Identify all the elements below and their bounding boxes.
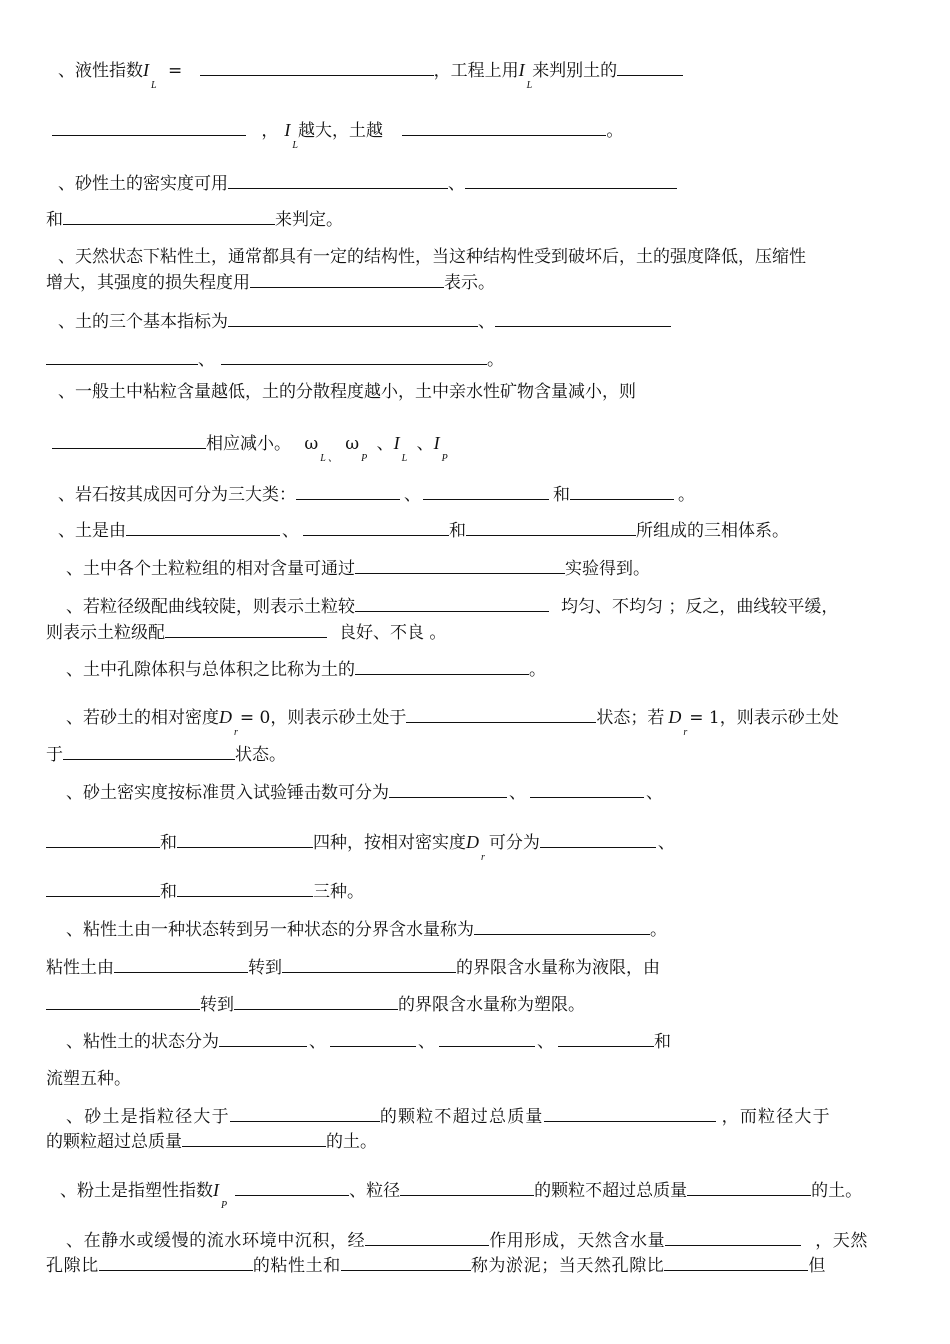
blank[interactable] (664, 1253, 808, 1271)
q15-line2 (46, 1129, 377, 1153)
q2-text: 、砂性土的密实度可用 (58, 174, 228, 194)
blank[interactable] (400, 1178, 534, 1196)
q17-text-e: 的粘性土和 (252, 1256, 341, 1276)
q11-line2 (46, 742, 286, 766)
q10-text: 、土中孔隙体积与总体积之比称为土的 (66, 660, 355, 680)
q1-prefix: 、液性指数 (58, 61, 143, 81)
q12-he: 和 (160, 882, 177, 902)
omega-symbol: ω (345, 434, 360, 454)
q4-dun: 、 (478, 312, 495, 332)
symbol-dr: D (668, 707, 682, 727)
blank[interactable] (389, 780, 507, 798)
q7-end: 所组成的三相体系。 (636, 521, 789, 541)
blank[interactable] (570, 482, 674, 500)
blank[interactable] (406, 705, 596, 723)
q17-text-b: 作用形成，天然含水量 (489, 1231, 666, 1251)
q9-line2 (46, 620, 446, 644)
blank[interactable] (355, 657, 529, 675)
subscript-l: L (401, 453, 408, 464)
symbol-ip: I (213, 1180, 219, 1200)
blank[interactable] (46, 992, 200, 1010)
q12-end: 三种。 (313, 882, 364, 902)
q15-text-b: 的颗粒不超过总质量 (379, 1107, 544, 1127)
q17-line1 (66, 1228, 868, 1252)
q11-text-e: 于 (46, 745, 63, 765)
q12-he: 和 (160, 833, 177, 853)
q13-text: 、粘性土由一种状态转到另一种状态的分界含水量称为 (66, 920, 474, 940)
q17-text: 、在静水或缓慢的流水环境中沉积，经 (66, 1231, 366, 1251)
q11-eq0: = 0 (239, 708, 271, 728)
blank[interactable] (530, 780, 644, 798)
q14-text: 、粘性土的状态分为 (66, 1032, 219, 1052)
q9-text: 、若粒径级配曲线较陡，则表示土粒较 (66, 597, 355, 617)
q5-dun: 、 (416, 434, 434, 454)
blank[interactable] (219, 1029, 307, 1047)
q17-line2 (46, 1253, 826, 1277)
q17-text-f: 称为淤泥；当天然孔隙比 (470, 1256, 665, 1276)
blank[interactable] (235, 1178, 349, 1196)
blank[interactable] (230, 1104, 380, 1122)
q12-text-b: 四种，按相对密实度 (313, 833, 466, 853)
q16-text-b: 、粒径 (349, 1181, 401, 1201)
q11-text-c: 状态；若 (596, 708, 665, 728)
q11-text-d: ，则表示砂土处 (719, 708, 839, 728)
q5-dun: 、 (376, 434, 394, 454)
blank[interactable] (165, 620, 327, 638)
blank[interactable] (52, 118, 246, 136)
symbol-dr: D (466, 832, 479, 852)
symbol-il: I (143, 60, 149, 80)
q16-text-c: 的颗粒不超过总质量 (534, 1181, 688, 1201)
q13-line2 (46, 955, 660, 979)
q4-line2 (46, 347, 504, 371)
q9-options: 均匀、不均匀 ；反之，曲线较平缓， (561, 597, 839, 617)
blank[interactable] (365, 1228, 489, 1246)
blank[interactable] (466, 518, 636, 536)
blank[interactable] (250, 270, 444, 288)
blank[interactable] (474, 917, 650, 935)
q7-he: 和 (449, 521, 466, 541)
q15-text: 、砂土是指粒径大于 (66, 1107, 230, 1127)
q13-line1 (66, 917, 667, 941)
q2-line1 (58, 171, 677, 195)
q1-end: 。 (606, 121, 624, 141)
q14-dun: 、 (309, 1032, 326, 1052)
q14-dun: 、 (537, 1032, 554, 1052)
q11-eq1: = 1 (689, 708, 720, 728)
symbol-il: I (393, 433, 400, 453)
q2-line2 (46, 207, 343, 231)
blank[interactable] (182, 1129, 326, 1147)
blank[interactable] (282, 955, 456, 973)
q12-text-c: 可分为 (488, 833, 540, 853)
blank[interactable] (177, 830, 313, 848)
blank[interactable] (355, 594, 549, 612)
q12-dun: 、 (509, 783, 526, 803)
subscript-l: L (292, 140, 298, 151)
blank[interactable] (99, 1253, 253, 1271)
q14-line1 (66, 1029, 671, 1053)
blank[interactable] (665, 1228, 801, 1246)
q4-end: 。 (487, 350, 504, 370)
q10-line (66, 657, 546, 681)
subscript-l: L (526, 80, 533, 91)
blank[interactable] (46, 830, 160, 848)
blank[interactable] (228, 309, 478, 327)
q9-options2: 良好、不良 。 (339, 623, 447, 643)
q13-to: 转到 (200, 995, 234, 1015)
q15-text-c: ，而粒径大于 (721, 1107, 831, 1127)
q7-dun: 、 (282, 521, 299, 541)
q4-dun: 、 (198, 350, 215, 370)
blank[interactable] (303, 518, 449, 536)
blank[interactable] (465, 171, 677, 189)
blank[interactable] (52, 431, 206, 449)
q2-dun: 、 (448, 174, 465, 194)
q15-line1 (66, 1104, 831, 1128)
subscript-r: r (683, 727, 688, 738)
blank[interactable] (63, 207, 275, 225)
q1-equals: = (167, 61, 183, 81)
q4-line1 (58, 309, 671, 333)
symbol-il: I (284, 120, 291, 140)
blank[interactable] (46, 879, 160, 897)
blank[interactable] (341, 1253, 471, 1271)
q14-dun: 、 (418, 1032, 435, 1052)
q7-line (58, 518, 789, 542)
q12-dun: 、 (657, 833, 675, 853)
q8-text: 、土中各个土粒粒组的相对含量可通过 (66, 559, 355, 579)
blank[interactable] (221, 347, 487, 365)
q15-end: 的土。 (326, 1132, 377, 1152)
q9-text2: 则表示土粒级配 (46, 623, 165, 643)
subscript-r: r (481, 852, 485, 863)
q5-line2 (52, 431, 448, 464)
q13-end: 。 (650, 920, 667, 940)
subscript-l: L (320, 453, 326, 464)
q9-line1 (66, 594, 838, 618)
blank[interactable] (402, 118, 606, 136)
blank[interactable] (330, 1029, 416, 1047)
blank[interactable] (558, 1029, 654, 1047)
q12-text: 、砂土密实度按标准贯入试验锤击数可分为 (66, 783, 389, 803)
subscript-p: P (361, 453, 368, 464)
q17-text-c: ，天然 (815, 1231, 869, 1251)
subscript-l: L (151, 80, 157, 91)
blank[interactable] (228, 171, 448, 189)
blank[interactable] (540, 830, 656, 848)
q6-text: 、岩石按其成因可分为三大类： (58, 485, 296, 505)
q12-line3 (46, 879, 364, 903)
q3-text: 、天然状态下粘性土，通常都具有一定的结构性，当这种结构性受到破坏后，土的强度降低，压缩性 (58, 247, 806, 267)
blank[interactable] (234, 992, 398, 1010)
q6-dun: 、 (404, 485, 421, 505)
subscript-p: P (221, 1200, 228, 1211)
q13-to: 转到 (248, 958, 282, 978)
q1-mid: ，工程上用 (433, 61, 519, 81)
blank[interactable] (687, 1178, 811, 1196)
q12-line1 (66, 780, 663, 804)
q3-end: 表示。 (444, 273, 495, 293)
q1-more: 越大，土越 (297, 121, 383, 141)
omega-symbol: ω (304, 434, 319, 454)
symbol-il: I (518, 60, 525, 80)
blank[interactable] (177, 879, 313, 897)
q6-he: 和 (553, 485, 570, 505)
q3-line2 (46, 270, 495, 294)
q15-text-d: 的颗粒超过总质量 (46, 1132, 182, 1152)
q12-dun: 、 (646, 783, 663, 803)
q17-text-d: 孔隙比 (46, 1256, 99, 1276)
q11-text: 、若砂土的相对密度 (66, 708, 219, 728)
q6-end: 。 (678, 485, 695, 505)
q16-end: 的土。 (811, 1181, 863, 1201)
q11-text-f: 状态。 (235, 745, 286, 765)
blank[interactable] (495, 309, 671, 327)
q7-text: 、土是由 (58, 521, 126, 541)
q11-line1 (66, 705, 839, 738)
blank[interactable] (200, 58, 434, 76)
blank[interactable] (423, 482, 549, 500)
blank[interactable] (114, 955, 248, 973)
symbol-ip: I (433, 433, 440, 453)
subscript-p: P (441, 453, 448, 464)
q13-text-c: 的界限含水量称为液限，由 (456, 958, 660, 978)
q6-line (58, 482, 695, 506)
blank[interactable] (544, 1104, 716, 1122)
blank[interactable] (126, 518, 280, 536)
q5-text: 、一般土中粘粒含量越低，土的分散程度越小，土中亲水性矿物含量减小，则 (58, 382, 636, 402)
blank[interactable] (46, 347, 198, 365)
q11-text-b: ，则表示砂土处于 (270, 708, 407, 728)
subscript-dot: 、 (327, 453, 338, 464)
q14-line2 (46, 1068, 131, 1090)
q5-line1 (58, 381, 636, 403)
q13-text-b: 粘性土由 (46, 958, 114, 978)
blank[interactable] (439, 1029, 535, 1047)
blank[interactable] (63, 742, 235, 760)
q10-end: 。 (529, 660, 546, 680)
q13-line3 (46, 992, 585, 1016)
q2-he: 和 (46, 210, 63, 230)
q16-line (60, 1178, 863, 1211)
q14-he: 和 (654, 1032, 671, 1052)
q8-end: 实验得到。 (565, 559, 650, 579)
q17-text-g: 但 (808, 1256, 827, 1276)
q3-line1 (58, 246, 806, 268)
q12-line2 (46, 830, 675, 863)
q3-text2: 增大，其强度的损失程度用 (46, 273, 250, 293)
q13-text-d: 的界限含水量称为塑限。 (398, 995, 585, 1015)
q1-line1 (58, 58, 683, 91)
subscript-r: r (234, 727, 238, 738)
q14-text-b: 流塑五种。 (46, 1069, 131, 1089)
q1-comma: ， (261, 121, 279, 141)
q5-mid: 相应减小。 (206, 434, 291, 454)
blank[interactable] (617, 58, 683, 76)
q8-line (66, 556, 650, 580)
q16-text: 、粉土是指塑性指数 (60, 1181, 213, 1201)
blank[interactable] (355, 556, 565, 574)
blank[interactable] (296, 482, 400, 500)
q2-end: 来判定。 (275, 210, 343, 230)
q1-line2 (52, 118, 624, 151)
symbol-dr: D (219, 707, 232, 727)
q1-mid2: 来判别土的 (532, 61, 618, 81)
q4-text: 、土的三个基本指标为 (58, 312, 228, 332)
